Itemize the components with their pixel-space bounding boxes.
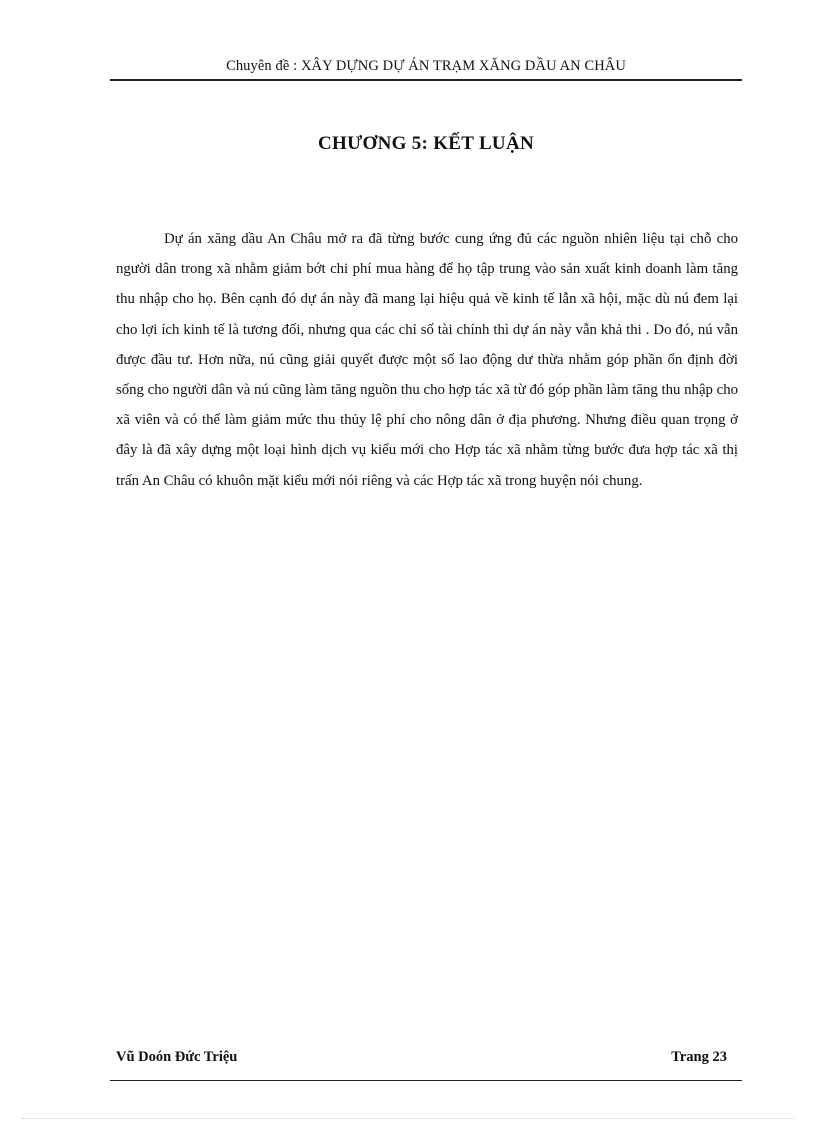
- chapter-title: CHƯƠNG 5: KẾT LUẬN: [318, 133, 534, 154]
- page-number: Trang 23: [671, 1049, 727, 1065]
- running-header: Chuyên đề : XÂY DỰNG DỰ ÁN TRẠM XĂNG DẦU AN CHÂU: [226, 58, 626, 74]
- page-bottom-edge: [22, 1118, 794, 1119]
- header-divider: [110, 79, 742, 81]
- conclusion-paragraph: Dự án xăng dầu An Châu mở ra đã từng bước cung ứng đủ các nguồn nhiên liệu tại chỗ cho người dân trong xã nhằm giảm bớt chi phí mua hàng để họ tập trung vào sản xuất kinh doanh làm tăng thu nhập cho họ. Bên cạnh đó dự án này đã mang lại hiệu quả về kinh tế lẫn xã hội, mặc dù nú đem lại cho lợi ích kinh tế là tương đối, nhưng qua các chỉ số tài chính thì dự án này vẫn khả thi . Do đó, nú vẫn được đầu tư. Hơn nữa, nú cũng giải quyết được một số lao động dư thừa nhằm góp phần ổn định đời sống cho người dân và nú cũng làm tăng nguồn thu cho hợp tác xã từ đó góp phần làm tăng thu nhập cho xã viên và có thể làm giảm mức thu thủy lệ phí cho nông dân ở địa phương. Nhưng điều quan trọng ở đây là đã xây dựng một loại hình dịch vụ kiểu mới cho Hợp tác xã nhằm từng bước đưa hợp tác xã thị trấn An Châu có khuôn mặt kiểu mới nói riêng và các Hợp tác xã trong huyện nói chung.: [116, 231, 738, 489]
- footer-author: Vũ Doón Đức Triệu: [116, 1049, 238, 1065]
- footer-divider: [110, 1080, 742, 1081]
